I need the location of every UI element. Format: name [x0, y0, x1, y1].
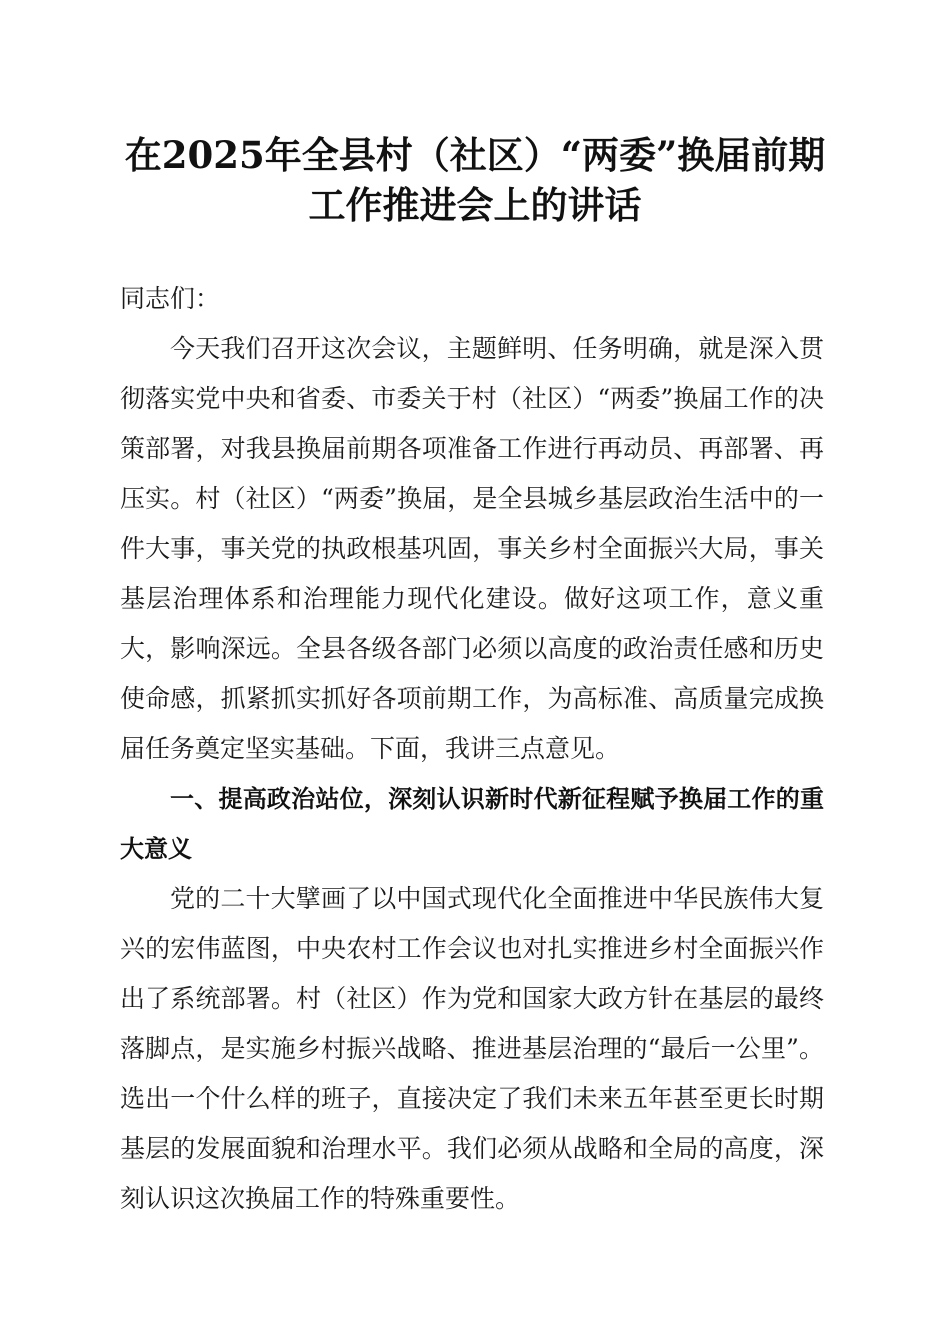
title-line-1: 在2025年全县村（社区）“两委”换届前期: [124, 133, 826, 177]
section-1-paragraph: 党的二十大擘画了以中国式现代化全面推进中华民族伟大复兴的宏伟蓝图，中央农村工作会议也对扎实推进乡村全面振兴作出了系统部署。村（社区）作为党和国家大政方针在基层的最终落脚点，是实施乡村振兴战略、推进基层治理的“最后一公里”。选出一个什么样的班子，直接决定了我们未来五年甚至更长时期基层的发展面貌和治理水平。我们必须从战略和全局的高度，深刻认识这次换届工作的特殊重要性。: [120, 884, 824, 1213]
section-1-heading: 一、提高政治站位，深刻认识新时代新征程赋予换届工作的重大意义: [120, 785, 824, 863]
document-title: [110, 130, 840, 230]
title-line-2: 工作推进会上的讲话: [308, 183, 642, 227]
salutation: 同志们：: [120, 284, 221, 313]
document-body: [120, 274, 824, 1224]
intro-paragraph: 今天我们召开这次会议，主题鲜明、任务明确，就是深入贯彻落实党中央和省委、市委关于村（社区）“两委”换届工作的决策部署，对我县换届前期各项准备工作进行再动员、再部署、再压实。村（社区）“两委”换届，是全县城乡基层政治生活中的一件大事，事关党的执政根基巩固，事关乡村全面振兴大局，事关基层治理体系和治理能力现代化建设。做好这项工作，意义重大，影响深远。全县各级各部门必须以高度的政治责任感和历史使命感，抓紧抓实抓好各项前期工作，为高标准、高质量完成换届任务奠定坚实基础。下面，我讲三点意见。: [120, 334, 824, 763]
